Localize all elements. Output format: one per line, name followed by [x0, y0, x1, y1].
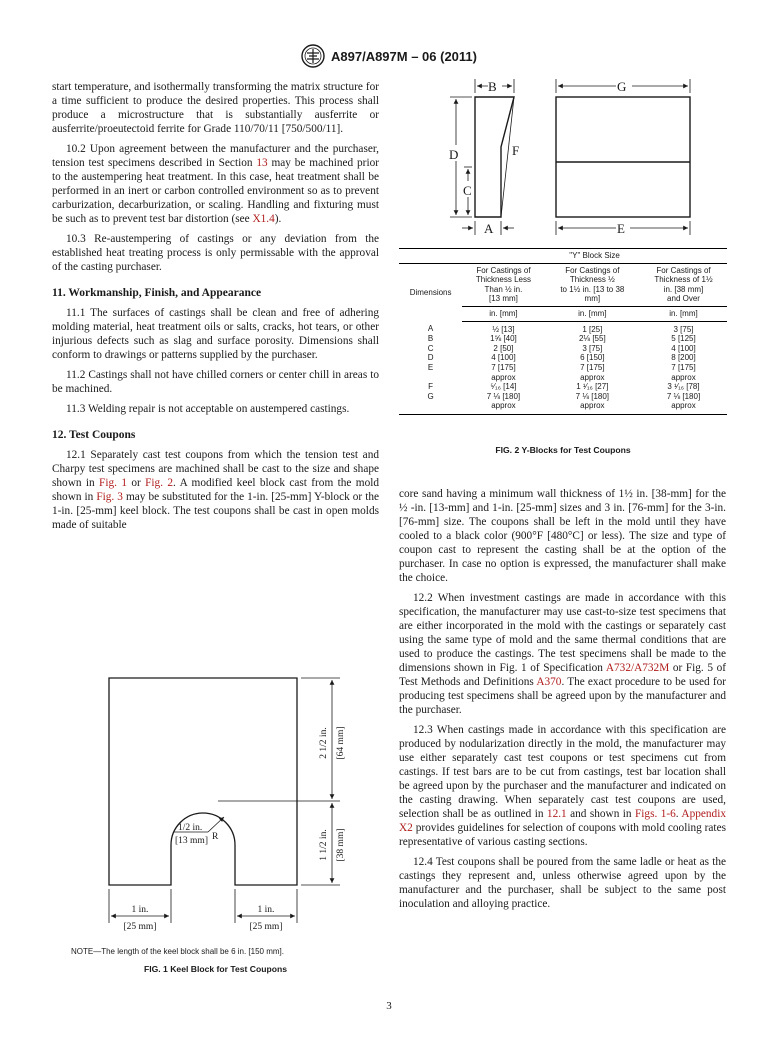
fig1-caption: FIG. 1 Keel Block for Test Coupons: [143, 964, 288, 974]
unit-header: in. [mm]: [462, 306, 544, 321]
right-foot-mm: [25 mm]: [249, 922, 283, 932]
paragraph-10-2: 10.2 Upon agreement between the manufacturer and the purchaser, tension test specimens described in Section 13 may be machined prior to the austempering heat treatment. In this case, heat treatment shall be performed in an inert or carbon controlled environment so as to prevent carburization, decarburization, or scaling. Handling and fixturing must be such as to prevent test bar distortion (see X1.4).: [52, 143, 379, 225]
fig3-link[interactable]: Fig. 3: [96, 491, 123, 503]
paragraph-continued: start temperature, and isothermally transforming the matrix structure for a time sufficient to produce the desired properties. This process shall produce a microstructure that is substantially ausferrite or ausferrite/proeutectoid ferrite for Grade 110/70/11 [750/500/11].: [52, 81, 379, 135]
top-dim-mm: [64 mm]: [336, 726, 346, 760]
table-row: B 1⅝ [40] 2⅛ [55] 5 [125]: [427, 334, 696, 344]
spec-a370-link[interactable]: A370: [536, 676, 562, 688]
page-header: [0, 44, 778, 73]
paragraph-12-1: 12.1 Separately cast test coupons from which the tension test and Charpy test specimens are machined shall be cast to the size and shape shown in Fig. 1 or Fig. 2. A modified keel block cast from the mold shown in Fig. 3 may be substituted for the 1-in. [25-mm] Y-block or the 1-in. [25-mm] keel block. The test coupons shall be cast in open molds made of suitable: [52, 449, 380, 531]
astm-logo-icon: [301, 44, 325, 68]
appendix-x2-link[interactable]: Appendix X2: [399, 808, 726, 834]
fig2-link[interactable]: Fig. 2: [145, 477, 174, 489]
table-row: A ½ [13] 1 [25] 3 [75]: [427, 324, 694, 334]
left-foot-in: 1 in.: [131, 905, 149, 915]
label-c: C: [463, 183, 472, 198]
section-12-1-link[interactable]: 12.1: [546, 808, 567, 820]
paragraph-12-2: 12.2 When investment castings are made in accordance with this specification, the manufacturer may use cast-to-size test specimens that are either incorporated in the mold with the castings or separately cast using the same type of mold and the same thermal conditions that are used to produce the castings. The test specimens shall be made to the dimensions shown in Fig. 1 of Specification A732/A732M or Fig. 5 of Test Methods and Definitions A370. The exact procedure to be used for producing test specimens shall be agreed upon by the manufacturer and the purchaser.: [399, 592, 726, 716]
column-header: For Castings of Thickness of 1½ in. [38 mm] and Over: [654, 265, 713, 304]
top-dim-in: 2 1/2 in.: [319, 727, 329, 759]
table-row: approx approx approx: [491, 372, 696, 382]
radius-mm: [13 mm]: [175, 836, 208, 846]
y-block-table: [399, 248, 727, 415]
bottom-dim-in: 1 1/2 in.: [319, 829, 329, 861]
table-row: G 7 ⅛ [180] 7 ⅛ [180] 7 ⅛ [180]: [427, 391, 701, 401]
spec-a732-link[interactable]: A732/A732M: [605, 662, 670, 674]
paragraph-12-3: 12.3 When castings made in accordance with this specification are produced by nodularization directly in the mold, the manufacturer may use either separately cast test coupons or test specimens cut from castings. If test bars are to be cut from castings, test bar location shall be agreed upon by the purchaser and the manufacturer and indicated on the casting drawing. When separately cast test coupons are used, selection shall be as outlined in 12.1 and shown in Figs. 1-6. Appendix X2 provides guidelines for selection of coupons with mold cooling rates representative of various casting sections.: [399, 724, 726, 848]
paragraph-12-4: 12.4 Test coupons shall be poured from the same ladle or heat as the castings they represent and, unless otherwise agreed upon by the manufacturer and the purchaser, shall be subject to the same post inoculation and alloying practice.: [399, 856, 726, 910]
left-column: [52, 80, 379, 532]
appendix-link[interactable]: X1.4: [252, 213, 275, 225]
fig2-caption: FIG. 2 Y-Blocks for Test Coupons: [495, 445, 631, 455]
column-header: For Castings of Thickness ½ to 1½ in. [13 to 38 mm]: [560, 265, 625, 304]
radius-letter: R: [212, 832, 219, 842]
section-heading-12: 12. Test Coupons: [52, 429, 136, 441]
keel-block-drawing: [100, 675, 360, 940]
table-title: "Y" Block Size: [462, 249, 727, 264]
column-header: For Castings of Thickness Less Than ½ in. [13 mm]: [475, 265, 531, 304]
label-g: G: [617, 79, 627, 94]
right-column: [399, 487, 726, 911]
label-b: B: [488, 79, 497, 94]
y-block-table-wrap: [399, 248, 727, 415]
fig1-link[interactable]: Fig. 1: [99, 477, 127, 489]
table-row: E 7 [175] 7 [175] 7 [175]: [427, 362, 696, 372]
table-row: approx approx approx: [491, 401, 696, 411]
table-row: D 4 [100] 6 [150] 8 [200]: [427, 353, 696, 363]
unit-header: in. [mm]: [545, 306, 640, 321]
figs-link[interactable]: Figs. 1-6: [635, 808, 676, 820]
section-heading-11: 11. Workmanship, Finish, and Appearance: [52, 287, 262, 299]
y-block-drawing: [430, 75, 710, 245]
unit-header: in. [mm]: [640, 306, 727, 321]
paragraph-11-2: 11.2 Castings shall not have chilled corners or center chill in areas to be machined.: [52, 369, 379, 395]
table-row: C 2 [50] 3 [75] 4 [100]: [427, 343, 696, 353]
radius-in: 1/2 in.: [178, 823, 203, 833]
document-title: A897/A897M – 06 (2011): [331, 48, 477, 64]
label-a: A: [484, 221, 494, 236]
bottom-dim-mm: [38 mm]: [336, 828, 346, 862]
paragraph-10-3: 10.3 Re-austempering of castings or any deviation from the established heat treating process is only permissable with the approval of the casting purchaser.: [52, 233, 379, 273]
table-row: F ⁵⁄₁₆ [14] 1 ¹⁄₁₆ [27] 3 ¹⁄₁₆ [78]: [428, 382, 700, 392]
label-e: E: [617, 221, 625, 236]
right-foot-in: 1 in.: [257, 905, 275, 915]
left-foot-mm: [25 mm]: [123, 922, 157, 932]
paragraph-11-1: 11.1 The surfaces of castings shall be clean and free of adhering molding material, heat treatment oils or salts, cracks, hot tears, or other injurious defects such as slag and surface porosity. Dimensions shall conform to drawings or patterns supplied by the purchaser.: [52, 307, 379, 361]
paragraph-11-3: 11.3 Welding repair is not acceptable on austempered castings.: [66, 403, 350, 415]
dimensions-header: Dimensions: [409, 287, 452, 297]
fig1-note: NOTE—The length of the keel block shall be 6 in. [150 mm].: [71, 947, 284, 956]
page-number: 3: [386, 1000, 392, 1012]
label-f: F: [512, 143, 520, 158]
paragraph-12-1-continued: core sand having a minimum wall thickness of 1½ in. [38-mm] for the ½ -in. [13-mm] and 1-in. [25-mm] sizes and 3 in. [76-mm] for the 3-in. [76-mm] size. The coupons shall be left in the mold until they have cooled to a black color (900°F [480°C] or less). The size and type of coupon cast to represent the casting shall be at the option of the purchaser. In case no option is expressed, the manufacturer shall make the choice.: [399, 488, 726, 584]
section-link[interactable]: 13: [256, 157, 268, 169]
label-d: D: [449, 147, 459, 162]
